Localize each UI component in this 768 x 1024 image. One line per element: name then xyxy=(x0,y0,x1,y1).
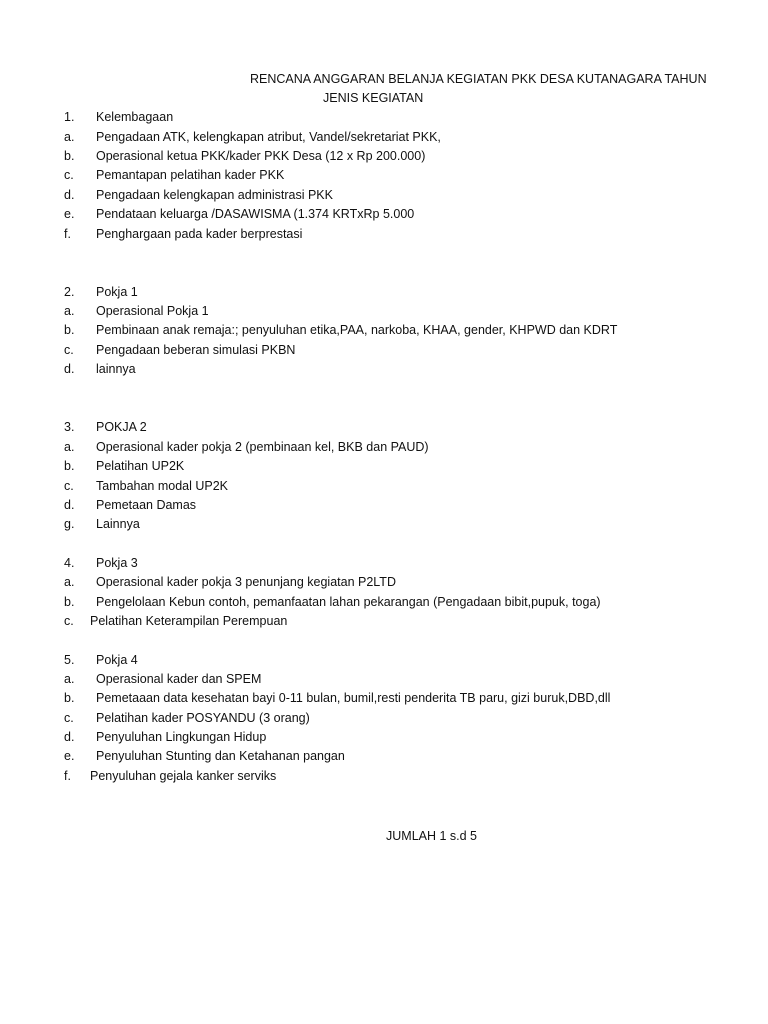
document-subtitle: JENIS KEGIATAN xyxy=(323,91,424,105)
list-item xyxy=(64,595,748,613)
list-item xyxy=(64,575,748,593)
section-title: Pokja 3 xyxy=(96,556,138,570)
item-marker: c. xyxy=(64,168,74,182)
section-heading xyxy=(64,110,748,128)
section-title: Pokja 4 xyxy=(96,653,138,667)
item-text: Operasional ketua PKK/kader PKK Desa (12 x Rp 200.000) xyxy=(96,149,426,163)
section-number: 4. xyxy=(64,556,75,570)
item-text: Pengadaan ATK, kelengkapan atribut, Vandel/sekretariat PKK, xyxy=(96,130,441,144)
list-item xyxy=(64,517,748,535)
list-item xyxy=(64,479,748,497)
list-item xyxy=(64,362,748,380)
item-text: Penghargaan pada kader berprestasi xyxy=(96,227,303,241)
item-text: Pendataan keluarga /DASAWISMA (1.374 KRTxRp 5.000 xyxy=(96,207,415,221)
item-marker: b. xyxy=(64,459,75,473)
list-item xyxy=(64,343,748,361)
list-item xyxy=(64,498,748,516)
list-item xyxy=(64,711,748,729)
list-item xyxy=(64,323,748,341)
item-marker: e. xyxy=(64,749,75,763)
item-text: Pengadaan beberan simulasi PKBN xyxy=(96,343,296,357)
item-text: Penyuluhan Lingkungan Hidup xyxy=(96,730,267,744)
list-item xyxy=(64,459,748,477)
item-marker: b. xyxy=(64,149,75,163)
list-item xyxy=(64,769,748,787)
item-text: lainnya xyxy=(96,362,136,376)
item-text: Operasional kader pokja 2 (pembinaan kel, BKB dan PAUD) xyxy=(96,440,429,454)
item-text: Pelatihan UP2K xyxy=(96,459,185,473)
document-title: RENCANA ANGGARAN BELANJA KEGIATAN PKK DESA KUTANAGARA TAHUN xyxy=(250,72,707,86)
item-text: Pelatihan kader POSYANDU (3 orang) xyxy=(96,711,310,725)
section-heading xyxy=(64,556,748,574)
item-text: Pengelolaan Kebun contoh, pemanfaatan lahan pekarangan (Pengadaan bibit,pupuk, toga) xyxy=(96,595,601,609)
list-item xyxy=(64,614,748,632)
section-number: 5. xyxy=(64,653,75,667)
section-number: 3. xyxy=(64,420,75,434)
section-title: Pokja 1 xyxy=(96,285,138,299)
list-item xyxy=(64,149,748,167)
item-text: Penyuluhan gejala kanker serviks xyxy=(90,769,277,783)
item-marker: a. xyxy=(64,575,75,589)
item-marker: d. xyxy=(64,498,75,512)
list-item xyxy=(64,440,748,458)
item-marker: c. xyxy=(64,711,74,725)
list-item xyxy=(64,749,748,767)
item-text: Pemetaaan data kesehatan bayi 0-11 bulan, bumil,resti penderita TB paru, gizi buruk,DBD,dll xyxy=(96,691,611,705)
item-text: Pengadaan kelengkapan administrasi PKK xyxy=(96,188,333,202)
section-number: 1. xyxy=(64,110,75,124)
section-title: Kelembagaan xyxy=(96,110,174,124)
item-text: Operasional kader pokja 3 penunjang kegiatan P2LTD xyxy=(96,575,396,589)
item-text: Pelatihan Keterampilan Perempuan xyxy=(90,614,288,628)
item-text: Penyuluhan Stunting dan Ketahanan pangan xyxy=(96,749,345,763)
item-marker: d. xyxy=(64,730,75,744)
list-item xyxy=(64,730,748,748)
item-marker: c. xyxy=(64,614,74,628)
item-marker: c. xyxy=(64,479,74,493)
item-marker: b. xyxy=(64,595,75,609)
section-heading xyxy=(64,285,748,303)
item-text: Pemantapan pelatihan kader PKK xyxy=(96,168,285,182)
item-marker: d. xyxy=(64,362,75,376)
list-item xyxy=(64,227,748,245)
section-heading xyxy=(64,420,748,438)
section-heading xyxy=(64,653,748,671)
list-item xyxy=(64,672,748,690)
list-item xyxy=(64,188,748,206)
section-number: 2. xyxy=(64,285,75,299)
item-marker: a. xyxy=(64,130,75,144)
item-text: Pembinaan anak remaja:; penyuluhan etika,PAA, narkoba, KHAA, gender, KHPWD dan KDRT xyxy=(96,323,618,337)
item-text: Operasional kader dan SPEM xyxy=(96,672,262,686)
item-marker: f. xyxy=(64,769,71,783)
item-marker: a. xyxy=(64,440,75,454)
section-title: POKJA 2 xyxy=(96,420,147,434)
item-marker: a. xyxy=(64,304,75,318)
total-label: JUMLAH 1 s.d 5 xyxy=(386,829,478,843)
list-item xyxy=(64,691,748,709)
item-marker: b. xyxy=(64,323,75,337)
item-marker: c. xyxy=(64,343,74,357)
item-marker: g. xyxy=(64,517,75,531)
list-item xyxy=(64,207,748,225)
list-item xyxy=(64,304,748,322)
item-marker: d. xyxy=(64,188,75,202)
item-marker: b. xyxy=(64,691,75,705)
item-text: Pemetaan Damas xyxy=(96,498,197,512)
item-text: Tambahan modal UP2K xyxy=(96,479,229,493)
item-marker: f. xyxy=(64,227,71,241)
item-marker: a. xyxy=(64,672,75,686)
list-item xyxy=(64,168,748,186)
item-text: Operasional Pokja 1 xyxy=(96,304,209,318)
list-item xyxy=(64,130,748,148)
item-text: Lainnya xyxy=(96,517,140,531)
item-marker: e. xyxy=(64,207,75,221)
